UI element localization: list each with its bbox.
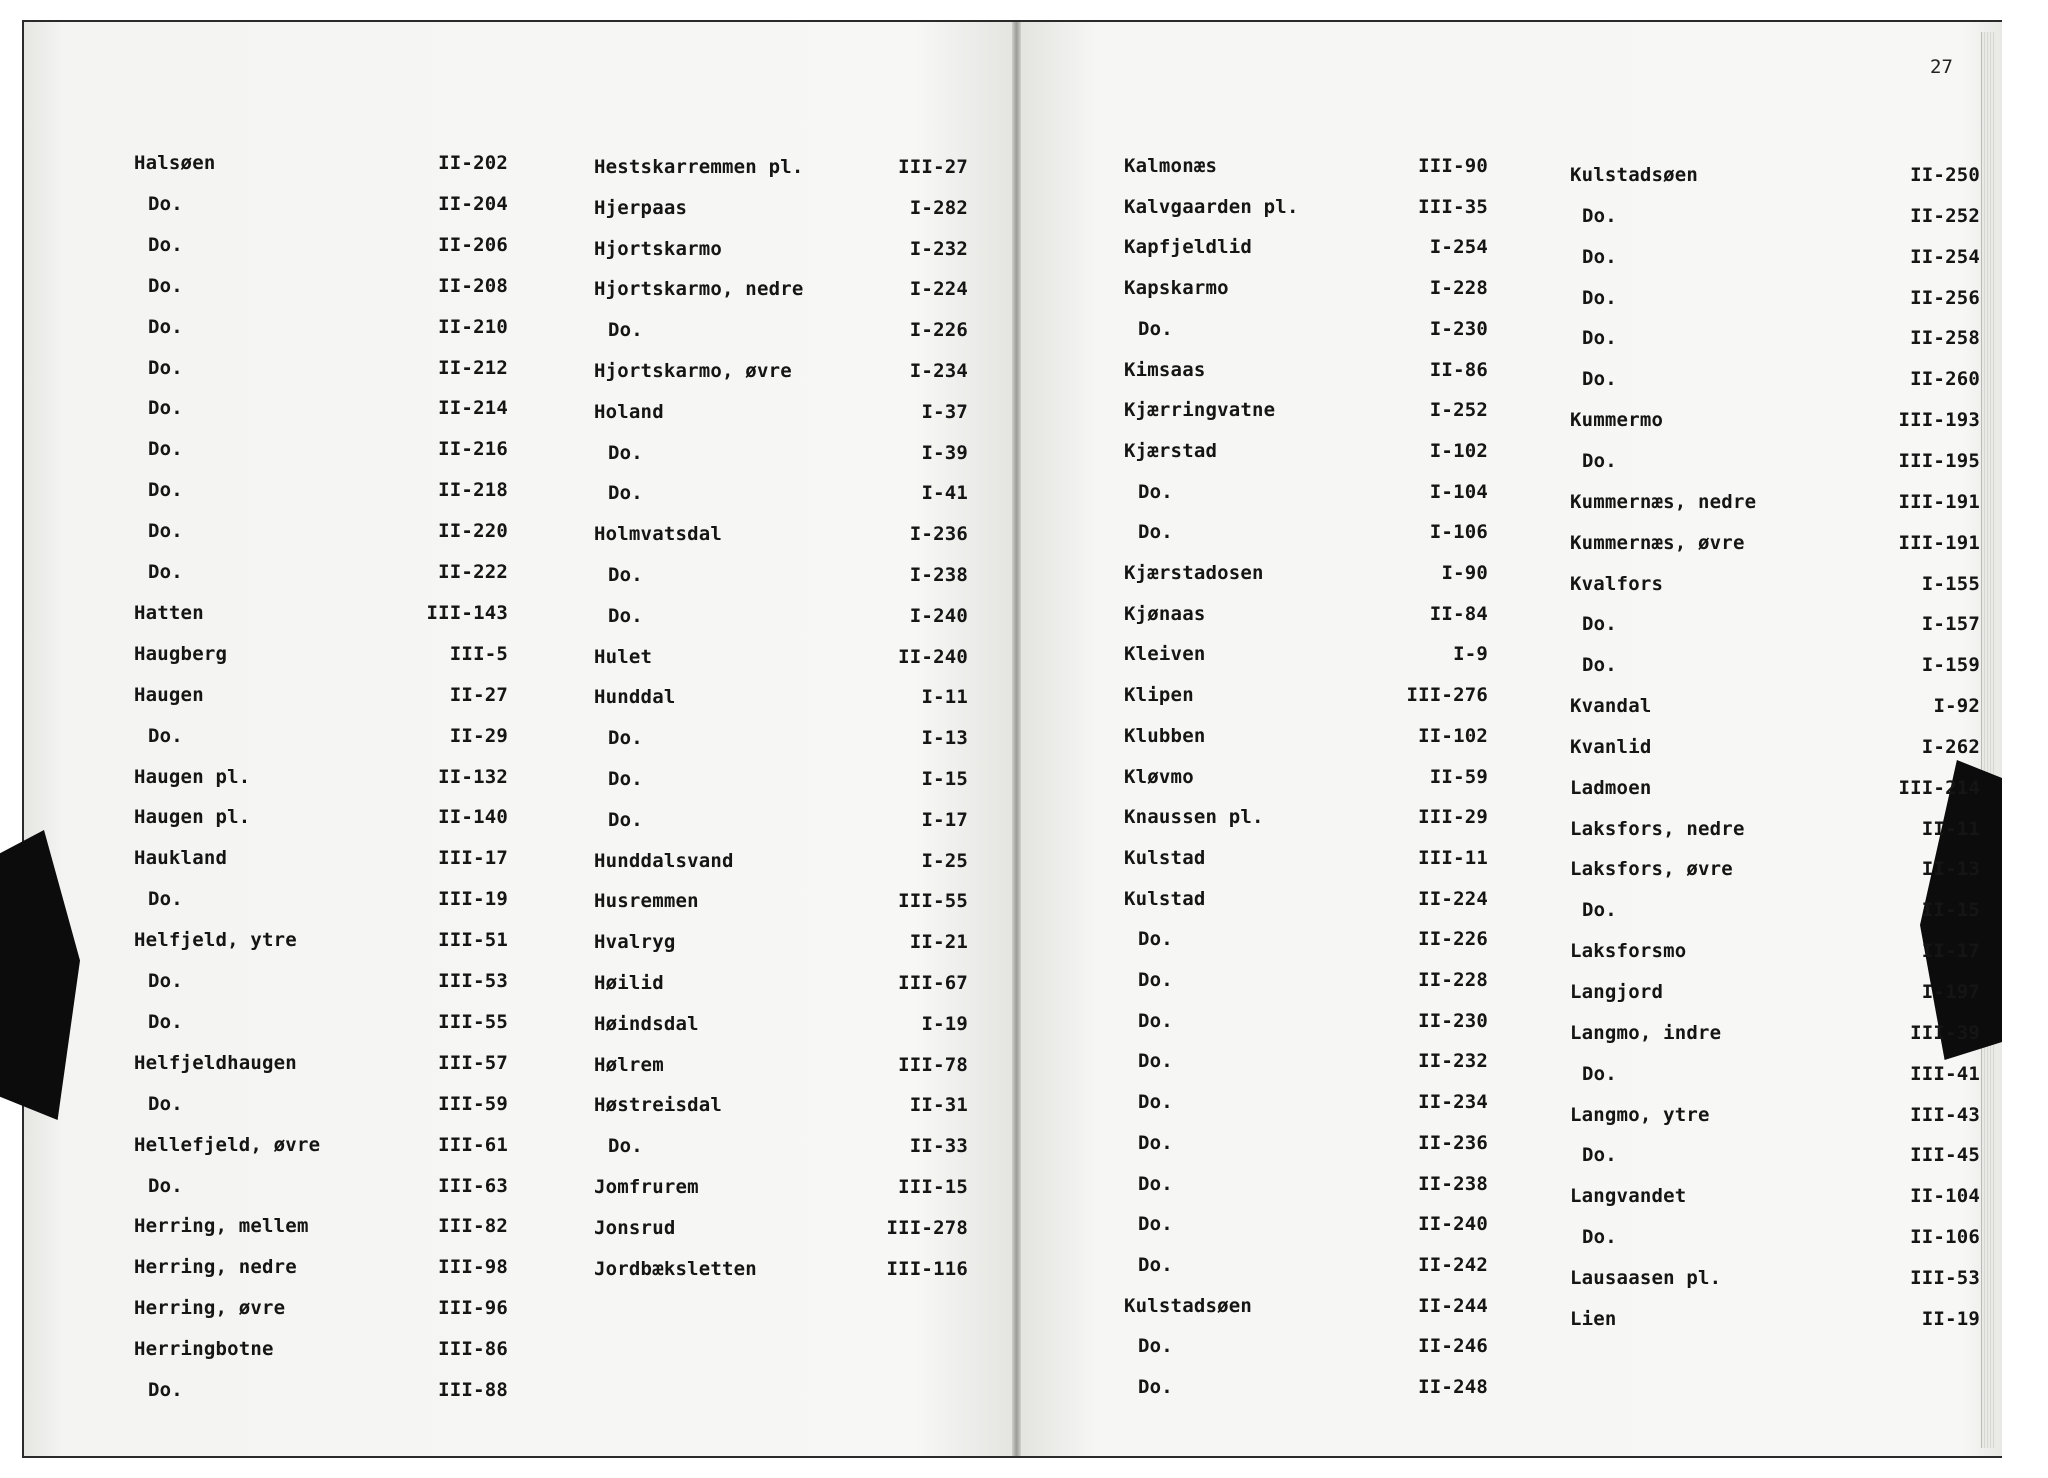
index-entry-name: Do. <box>148 192 183 215</box>
index-entry-name: Kulstadsøen <box>1124 1294 1253 1317</box>
index-entry-name: Do. <box>1138 1213 1173 1236</box>
index-entry-reference: III-191 <box>1898 531 1980 554</box>
index-entry-reference: II-202 <box>438 152 508 174</box>
index-entry-reference: I-226 <box>909 319 968 342</box>
index-entry-name: Jordbæksletten <box>594 1257 757 1280</box>
index-entry-reference: II-17 <box>1921 940 1980 963</box>
index-entry-reference: II-220 <box>438 520 508 543</box>
index-entry-name: Do. <box>608 808 643 831</box>
index-entry-name: Hølrem <box>594 1053 664 1076</box>
index-entry-name: Haugberg <box>134 642 228 665</box>
index-entry-reference: III-17 <box>438 847 508 870</box>
index-entry-name: Do. <box>1138 480 1173 503</box>
index-entry-reference: III-39 <box>1910 1021 1980 1044</box>
index-entry-name: Do. <box>1582 327 1617 350</box>
index-entry-name: Do. <box>148 888 183 911</box>
index-entry-name: Do. <box>148 970 183 992</box>
index-entry-name: Do. <box>1138 1253 1173 1276</box>
index-entry-name: Kvanlid <box>1570 735 1652 758</box>
index-entry-reference: II-226 <box>1418 928 1488 951</box>
index-entry-reference: III-116 <box>886 1257 968 1280</box>
index-entry-name: Kalvgaarden pl. <box>1124 195 1299 218</box>
index-entry-reference: III-53 <box>438 970 508 992</box>
index-entry-name: Kummernæs, øvre <box>1570 531 1745 554</box>
index-entry-name: Helfjeld, ytre <box>134 929 297 952</box>
index-entry-name: Hatten <box>134 601 204 624</box>
index-entry-reference: II-27 <box>449 683 508 706</box>
index-entry-reference: III-143 <box>426 601 508 624</box>
index-entry-name: Langmo, indre <box>1570 1021 1722 1044</box>
index-entry-name: Do. <box>608 564 643 586</box>
index-entry-reference: I-90 <box>1441 562 1488 584</box>
index-entry-name: Do. <box>148 1010 183 1033</box>
index-entry-name: Hulet <box>594 645 653 668</box>
index-entry-name: Do. <box>148 1379 183 1401</box>
index-entry-name: Kjærstadosen <box>1124 562 1264 584</box>
index-entry-reference: II-258 <box>1910 327 1980 350</box>
index-entry-name: Do. <box>148 397 183 420</box>
index-entry-name: Do. <box>608 768 643 790</box>
index-entry-name: Do. <box>1138 1091 1173 1114</box>
index-entry-name: Kapskarmo <box>1124 277 1229 300</box>
index-entry-reference: II-250 <box>1910 164 1980 186</box>
page-number: 27 <box>1930 56 1953 78</box>
index-entry-reference: II-13 <box>1921 858 1980 881</box>
index-entry-reference: III-61 <box>438 1133 508 1156</box>
index-entry-reference: II-228 <box>1418 969 1488 991</box>
index-entry-reference: II-29 <box>449 724 508 747</box>
index-entry-reference: II-84 <box>1429 602 1488 625</box>
index-entry-name: Langmo, ytre <box>1570 1103 1710 1126</box>
index-entry-reference: I-236 <box>909 523 968 546</box>
index-entry-name: Kjærringvatne <box>1124 399 1276 422</box>
index-entry-reference: III-5 <box>449 642 508 665</box>
index-entry-reference: I-155 <box>1921 572 1980 595</box>
index-entry-name: Do. <box>1138 1131 1173 1154</box>
index-entry-name: Do. <box>1138 928 1173 951</box>
index-entry-reference: II-222 <box>438 561 508 583</box>
index-entry-name: Kimsaas <box>1124 358 1206 381</box>
index-entry-name: Jonsrud <box>594 1216 676 1239</box>
index-entry-reference: II-31 <box>909 1094 968 1117</box>
index-entry-name: Do. <box>148 1174 183 1197</box>
index-entry-name: Hunddal <box>594 686 676 709</box>
index-entry-name: Do. <box>148 1092 183 1115</box>
index-entry-name: Kløvmo <box>1124 765 1194 788</box>
index-entry-reference: III-63 <box>438 1174 508 1197</box>
index-entry-name: Do. <box>608 482 643 505</box>
index-entry-reference: II-15 <box>1921 899 1980 922</box>
index-entry-reference: III-191 <box>1898 490 1980 513</box>
index-entry-reference: III-96 <box>438 1297 508 1320</box>
index-entry-name: Kjærstad <box>1124 439 1218 462</box>
index-entry-name: Do. <box>608 604 643 627</box>
index-entry-name: Knaussen pl. <box>1124 806 1264 829</box>
index-entry-reference: II-238 <box>1418 1172 1488 1195</box>
index-entry-name: Do. <box>1138 1335 1173 1358</box>
index-entry-reference: I-254 <box>1429 236 1488 259</box>
index-entry-reference: III-276 <box>1406 684 1488 707</box>
index-entry-name: Haugen <box>134 683 204 706</box>
index-entry-name: Do. <box>148 520 183 543</box>
index-entry-name: Do. <box>1582 368 1617 391</box>
index-entry-name: Kummermo <box>1570 409 1664 432</box>
index-entry-name: Kvalfors <box>1570 572 1664 595</box>
index-entry-name: Herring, nedre <box>134 1256 297 1279</box>
index-entry-reference: II-206 <box>438 233 508 256</box>
index-entry-reference: III-15 <box>898 1176 968 1198</box>
index-entry-name: Do. <box>148 356 183 379</box>
index-entry-reference: II-242 <box>1418 1253 1488 1276</box>
index-entry-reference: I-37 <box>921 400 968 423</box>
index-entry-reference: I-240 <box>909 604 968 627</box>
index-entry-name: Helfjeldhaugen <box>134 1051 297 1074</box>
index-entry-reference: II-236 <box>1418 1131 1488 1154</box>
index-entry-reference: I-104 <box>1429 480 1488 503</box>
index-entry-reference: III-90 <box>1418 155 1488 177</box>
index-entry-name: Do. <box>148 233 183 256</box>
index-entry-name: Kapfjeldlid <box>1124 236 1253 259</box>
index-entry-reference: II-216 <box>438 438 508 461</box>
index-entry-reference: II-214 <box>438 397 508 420</box>
index-entry-name: Kulstad <box>1124 887 1206 910</box>
index-entry-name: Holand <box>594 400 664 423</box>
index-entry-reference: III-278 <box>886 1216 968 1239</box>
index-entry-name: Haukland <box>134 847 228 870</box>
index-entry-name: Herring, mellem <box>134 1215 309 1238</box>
index-entry-reference: I-92 <box>1933 695 1980 718</box>
index-entry-name: Hjerpaas <box>594 196 688 219</box>
open-ledger-book <box>22 20 2002 1458</box>
index-entry-name: Hvalryg <box>594 931 676 954</box>
index-entry-reference: II-132 <box>438 765 508 788</box>
index-entry-reference: I-17 <box>921 808 968 831</box>
index-entry-name: Haugen pl. <box>134 765 251 788</box>
index-entry-name: Kjønaas <box>1124 602 1206 625</box>
index-entry-reference: II-240 <box>1418 1213 1488 1236</box>
index-entry-name: Do. <box>608 1135 643 1158</box>
index-entry-name: Do. <box>608 441 643 464</box>
index-entry-reference: III-98 <box>438 1256 508 1279</box>
index-entry-name: Do. <box>1582 1062 1617 1085</box>
index-entry-name: Husremmen <box>594 890 699 913</box>
index-entry-name: Do. <box>1582 899 1617 922</box>
index-entry-name: Haugen pl. <box>134 806 251 829</box>
index-entry-name: Do. <box>148 315 183 338</box>
index-entry-reference: II-19 <box>1921 1307 1980 1330</box>
index-entry-name: Hjortskarmo <box>594 237 723 260</box>
index-entry-reference: III-88 <box>438 1379 508 1401</box>
index-entry-name: Do. <box>1138 1376 1173 1398</box>
index-entry-name: Hjortskarmo, nedre <box>594 278 804 301</box>
index-entry-reference: I-102 <box>1429 439 1488 462</box>
index-entry-name: Høstreisdal <box>594 1094 723 1117</box>
index-entry-reference: III-214 <box>1898 776 1980 799</box>
index-entry-name: Do. <box>1582 204 1617 227</box>
index-entry-reference: I-9 <box>1453 643 1488 666</box>
index-entry-reference: II-254 <box>1910 245 1980 268</box>
index-entry-name: Høindsdal <box>594 1012 699 1035</box>
index-entry-name: Hellefjeld, øvre <box>134 1133 321 1156</box>
index-entry-name: Do. <box>1582 245 1617 268</box>
index-entry-reference: I-224 <box>909 278 968 301</box>
index-entry-name: Kummernæs, nedre <box>1570 490 1757 513</box>
index-entry-reference: III-82 <box>438 1215 508 1238</box>
index-entry-name: Do. <box>148 479 183 502</box>
index-entry-name: Do. <box>1138 1172 1173 1195</box>
index-entry-name: Do. <box>1138 1050 1173 1073</box>
index-entry-reference: I-159 <box>1921 654 1980 677</box>
index-entry-reference: II-232 <box>1418 1050 1488 1073</box>
index-entry-name: Kvandal <box>1570 695 1652 718</box>
index-entry-reference: I-15 <box>921 768 968 790</box>
index-entry-reference: III-59 <box>438 1092 508 1115</box>
index-entry-reference: II-21 <box>909 931 968 954</box>
index-entry-reference: II-260 <box>1910 368 1980 391</box>
index-entry-reference: II-212 <box>438 356 508 379</box>
index-entry-reference: I-232 <box>909 237 968 260</box>
index-entry-name: Klipen <box>1124 684 1194 707</box>
index-entry-name: Do. <box>1582 1144 1617 1167</box>
index-entry-reference: II-224 <box>1418 887 1488 910</box>
index-entry-name: Do. <box>1582 1226 1617 1249</box>
index-entry-reference: III-195 <box>1898 449 1980 472</box>
index-entry-reference: III-11 <box>1418 846 1488 869</box>
index-entry-name: Kleiven <box>1124 643 1206 666</box>
index-entry-reference: I-39 <box>921 441 968 464</box>
index-entry-reference: III-19 <box>438 888 508 911</box>
index-entry-reference: I-252 <box>1429 399 1488 422</box>
index-entry-reference: II-244 <box>1418 1294 1488 1317</box>
index-entry-name: Langjord <box>1570 981 1664 1003</box>
index-entry-name: Herring, øvre <box>134 1297 286 1320</box>
index-entry-reference: II-234 <box>1418 1091 1488 1114</box>
index-entry-reference: III-55 <box>898 890 968 913</box>
index-entry-reference: II-218 <box>438 479 508 502</box>
index-entry-reference: II-33 <box>909 1135 968 1158</box>
index-entry-reference: III-43 <box>1910 1103 1980 1126</box>
book-gutter <box>1012 22 1021 1456</box>
index-entry-reference: II-248 <box>1418 1376 1488 1398</box>
index-entry-name: Laksfors, øvre <box>1570 858 1733 881</box>
index-entry-name: Høilid <box>594 972 664 994</box>
index-entry-name: Herringbotne <box>134 1338 274 1361</box>
index-entry-name: Do. <box>1582 654 1617 677</box>
index-entry-reference: II-106 <box>1910 1226 1980 1249</box>
index-entry-reference: I-238 <box>909 564 968 586</box>
index-entry-name: Jomfrurem <box>594 1176 699 1198</box>
index-entry-reference: III-53 <box>1910 1266 1980 1289</box>
index-entry-reference: I-228 <box>1429 277 1488 300</box>
index-entry-name: Langvandet <box>1570 1185 1687 1208</box>
index-entry-name: Do. <box>1138 969 1173 991</box>
index-entry-reference: III-29 <box>1418 806 1488 829</box>
index-entry-reference: II-246 <box>1418 1335 1488 1358</box>
index-entry-name: Laksfors, nedre <box>1570 817 1745 840</box>
index-entry-reference: I-282 <box>909 196 968 219</box>
index-entry-reference: I-197 <box>1921 981 1980 1003</box>
index-entry-reference: II-210 <box>438 315 508 338</box>
page-edge <box>1981 32 1996 1448</box>
index-entry-reference: II-204 <box>438 192 508 215</box>
index-entry-name: Do. <box>1582 286 1617 309</box>
index-entry-name: Lien <box>1570 1307 1617 1330</box>
index-entry-name: Do. <box>608 319 643 342</box>
index-entry-reference: II-102 <box>1418 724 1488 747</box>
index-entry-reference: II-230 <box>1418 1009 1488 1032</box>
index-entry-name: Ladmoen <box>1570 776 1652 799</box>
index-entry-reference: I-25 <box>921 849 968 872</box>
index-entry-name: Do. <box>1138 521 1173 544</box>
index-entry-name: Kulstadsøen <box>1570 164 1699 186</box>
index-entry-reference: III-67 <box>898 972 968 994</box>
index-entry-name: Kulstad <box>1124 846 1206 869</box>
index-entry-reference: I-234 <box>909 360 968 382</box>
index-entry-reference: II-104 <box>1910 1185 1980 1208</box>
index-entry-reference: III-78 <box>898 1053 968 1076</box>
index-entry-reference: I-13 <box>921 727 968 750</box>
index-entry-name: Hestskarremmen pl. <box>594 156 804 178</box>
index-entry-name: Do. <box>148 438 183 461</box>
index-entry-reference: II-140 <box>438 806 508 829</box>
index-entry-name: Do. <box>608 727 643 750</box>
index-entry-name: Do. <box>1138 317 1173 340</box>
index-entry-name: Lausaasen pl. <box>1570 1266 1722 1289</box>
index-entry-reference: III-35 <box>1418 195 1488 218</box>
index-entry-name: Hjortskarmo, øvre <box>594 360 792 382</box>
index-entry-reference: III-27 <box>898 156 968 178</box>
index-entry-name: Kalmonæs <box>1124 155 1218 177</box>
index-entry-name: Do. <box>1582 449 1617 472</box>
index-entry-name: Do. <box>1582 613 1617 636</box>
index-entry-reference: III-41 <box>1910 1062 1980 1085</box>
index-entry-reference: I-41 <box>921 482 968 505</box>
index-entry-reference: II-59 <box>1429 765 1488 788</box>
index-entry-reference: I-19 <box>921 1012 968 1035</box>
index-entry-reference: II-86 <box>1429 358 1488 381</box>
index-entry-reference: III-86 <box>438 1338 508 1361</box>
index-entry-name: Do. <box>148 724 183 747</box>
index-entry-name: Laksforsmo <box>1570 940 1687 963</box>
index-entry-reference: I-106 <box>1429 521 1488 544</box>
index-entry-reference: I-230 <box>1429 317 1488 340</box>
index-entry-reference: III-55 <box>438 1010 508 1033</box>
index-entry-reference: I-157 <box>1921 613 1980 636</box>
index-entry-name: Do. <box>148 274 183 297</box>
index-entry-reference: III-51 <box>438 929 508 952</box>
index-entry-name: Klubben <box>1124 724 1206 747</box>
index-entry-reference: II-208 <box>438 274 508 297</box>
index-entry-name: Holmvatsdal <box>594 523 723 546</box>
index-entry-reference: I-11 <box>921 686 968 709</box>
index-entry-reference: III-45 <box>1910 1144 1980 1167</box>
index-entry-reference: III-193 <box>1898 409 1980 432</box>
index-entry-name: Hunddalsvand <box>594 849 734 872</box>
index-entry-name: Halsøen <box>134 152 216 174</box>
index-entry-reference: II-252 <box>1910 204 1980 227</box>
index-entry-name: Do. <box>1138 1009 1173 1032</box>
index-entry-reference: III-57 <box>438 1051 508 1074</box>
index-entry-reference: II-256 <box>1910 286 1980 309</box>
index-entry-name: Do. <box>148 561 183 583</box>
index-entry-reference: II-240 <box>898 645 968 668</box>
index-entry-reference: I-262 <box>1921 735 1980 758</box>
index-entry-reference: II-11 <box>1921 817 1980 840</box>
